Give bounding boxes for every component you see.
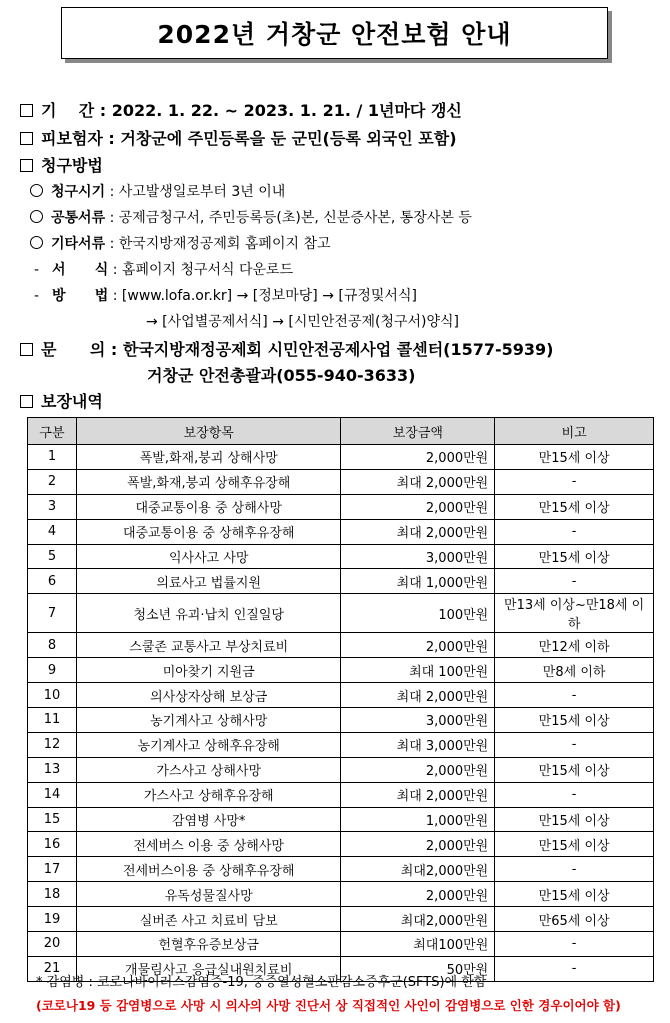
claim-item-value: : 사고발생일로부터 3년 이내	[109, 184, 286, 200]
amount-cell: 최대 100만원	[341, 658, 495, 683]
item-cell: 농기계사고 상해후유장해	[76, 732, 341, 757]
period-value: : 2022. 1. 22. ~ 2023. 1. 21. / 1년마다 갱신	[99, 101, 462, 120]
coverage-heading: 보장내역	[20, 389, 103, 412]
row-number-cell: 21	[28, 956, 77, 981]
row-number-cell: 3	[28, 494, 77, 519]
claim-item-label: 기타서류	[51, 236, 106, 252]
claim-item-value: : 공제금청구서, 주민등록등(초)본, 신분증사본, 통장사본 등	[109, 210, 472, 226]
claim-item-label: 공통서류	[51, 210, 106, 226]
claim-item-label: 청구시기	[51, 184, 106, 200]
table-row	[28, 494, 654, 519]
note-cell: -	[495, 732, 654, 757]
table-row	[28, 544, 654, 569]
amount-cell: 50만원	[341, 956, 495, 981]
method-line-2: → [사업별공제서식] → [시민안전공제(청구서)양식]	[146, 314, 460, 330]
note-cell: -	[495, 469, 654, 494]
table-row	[28, 782, 654, 807]
note-cell: 만13세 이상~만18세 이하	[495, 594, 654, 633]
footnote: * 감염병 : 코로나바이러스감염증-19, 중증열성혈소판감소증후군(SFTS)에 한함	[36, 975, 487, 990]
note-cell: 만8세 이하	[495, 658, 654, 683]
checkbox-icon	[20, 104, 33, 117]
checkbox-icon	[20, 343, 33, 356]
note-cell: 만15세 이상	[495, 757, 654, 782]
item-cell: 청소년 유괴·납치 인질일당	[76, 594, 341, 633]
note-cell: -	[495, 782, 654, 807]
table-row	[28, 857, 654, 882]
table-row	[28, 907, 654, 932]
amount-cell: 최대100만원	[341, 932, 495, 957]
table-row	[28, 882, 654, 907]
claim-item	[30, 207, 472, 227]
note-cell: -	[495, 956, 654, 981]
title-box	[61, 7, 608, 59]
item-cell: 폭발,화재,붕괴 상해사망	[76, 445, 341, 470]
inquiry-line-2: 거창군 안전총괄과(055-940-3633)	[147, 366, 416, 385]
table-row	[28, 832, 654, 857]
dash-bullet: -	[34, 262, 40, 278]
note-cell: 만65세 이상	[495, 907, 654, 932]
item-cell: 전세버스이용 중 상해후유장해	[76, 857, 341, 882]
amount-cell: 2,000만원	[341, 633, 495, 658]
row-number-cell: 9	[28, 658, 77, 683]
table-row	[28, 633, 654, 658]
row-number-cell: 8	[28, 633, 77, 658]
note-cell: -	[495, 932, 654, 957]
note-cell: 만15세 이상	[495, 832, 654, 857]
table-row	[28, 708, 654, 733]
table-row	[28, 469, 654, 494]
amount-cell: 최대 2,000만원	[341, 469, 495, 494]
column-header: 비고	[495, 418, 654, 445]
table-row	[28, 732, 654, 757]
note-cell: 만15세 이상	[495, 807, 654, 832]
item-cell: 헌혈후유증보상금	[76, 932, 341, 957]
item-cell: 감염병 사망*	[76, 807, 341, 832]
claim-item	[30, 181, 285, 201]
item-cell: 유독성물질사망	[76, 882, 341, 907]
amount-cell: 2,000만원	[341, 832, 495, 857]
item-cell: 실버존 사고 치료비 담보	[76, 907, 341, 932]
note-cell: -	[495, 857, 654, 882]
warning-note: (코로나19 등 감염병으로 사망 시 의사의 사망 진단서 상 직접적인 사인이 감염병으로 인한 경우이어야 함)	[36, 998, 621, 1013]
row-number-cell: 16	[28, 832, 77, 857]
table-row	[28, 445, 654, 470]
period-line	[20, 98, 462, 121]
item-cell: 가스사고 상해사망	[76, 757, 341, 782]
item-cell: 미아찾기 지원금	[76, 658, 341, 683]
inquiry-line	[20, 337, 553, 360]
row-number-cell: 11	[28, 708, 77, 733]
inquiry-label: 문 의	[41, 340, 106, 359]
table-row	[28, 519, 654, 544]
amount-cell: 100만원	[341, 594, 495, 633]
row-number-cell: 19	[28, 907, 77, 932]
item-cell: 가스사고 상해후유장해	[76, 782, 341, 807]
note-cell: 만15세 이상	[495, 544, 654, 569]
note-cell: -	[495, 683, 654, 708]
row-number-cell: 2	[28, 469, 77, 494]
row-number-cell: 4	[28, 519, 77, 544]
amount-cell: 2,000만원	[341, 757, 495, 782]
insured-line	[20, 126, 457, 149]
circle-bullet-icon	[30, 210, 43, 223]
coverage-table	[27, 417, 654, 982]
row-number-cell: 6	[28, 569, 77, 594]
table-row	[28, 807, 654, 832]
form-line	[34, 259, 293, 279]
item-cell: 의사상자상해 보상금	[76, 683, 341, 708]
row-number-cell: 5	[28, 544, 77, 569]
column-header: 보장항목	[76, 418, 341, 445]
item-cell: 전세버스 이용 중 상해사망	[76, 832, 341, 857]
amount-cell: 최대 2,000만원	[341, 782, 495, 807]
method-line	[34, 285, 417, 305]
item-cell: 대중교통이용 중 상해후유장해	[76, 519, 341, 544]
period-label: 기 간	[41, 101, 95, 120]
circle-bullet-icon	[30, 236, 43, 249]
item-cell: 개물림사고 응급실내원치료비	[76, 956, 341, 981]
table-row	[28, 594, 654, 633]
row-number-cell: 12	[28, 732, 77, 757]
claim-item-value: : 한국지방재정공제회 홈페이지 참고	[109, 236, 331, 252]
dash-bullet: -	[34, 288, 40, 304]
method-value: : [www.lofa.or.kr] → [정보마당] → [규정및서식]	[112, 288, 417, 304]
page-title: 2022년 거창군 안전보험 안내	[157, 20, 512, 49]
note-cell: 만15세 이상	[495, 494, 654, 519]
note-cell: 만12세 이하	[495, 633, 654, 658]
item-cell: 폭발,화재,붕괴 상해후유장해	[76, 469, 341, 494]
checkbox-icon	[20, 159, 33, 172]
note-cell: -	[495, 519, 654, 544]
item-cell: 대중교통이용 중 상해사망	[76, 494, 341, 519]
row-number-cell: 1	[28, 445, 77, 470]
amount-cell: 3,000만원	[341, 708, 495, 733]
claim-heading: 청구방법	[20, 153, 103, 176]
amount-cell: 3,000만원	[341, 544, 495, 569]
method-label: 방 법	[52, 288, 109, 304]
item-cell: 익사사고 사망	[76, 544, 341, 569]
circle-bullet-icon	[30, 184, 43, 197]
row-number-cell: 18	[28, 882, 77, 907]
amount-cell: 최대 2,000만원	[341, 519, 495, 544]
amount-cell: 최대2,000만원	[341, 857, 495, 882]
row-number-cell: 13	[28, 757, 77, 782]
note-cell: -	[495, 569, 654, 594]
inquiry-value: : 한국지방재정공제회 시민안전공제사업 콜센터(1577-5939)	[110, 340, 554, 359]
checkbox-icon	[20, 395, 33, 408]
insured-label: 피보험자	[41, 129, 103, 148]
amount-cell: 최대 2,000만원	[341, 683, 495, 708]
claim-item	[30, 233, 331, 253]
table-header-row	[28, 418, 654, 445]
column-header: 구분	[28, 418, 77, 445]
row-number-cell: 20	[28, 932, 77, 957]
row-number-cell: 17	[28, 857, 77, 882]
amount-cell: 2,000만원	[341, 494, 495, 519]
amount-cell: 2,000만원	[341, 882, 495, 907]
column-header: 보장금액	[341, 418, 495, 445]
note-cell: 만15세 이상	[495, 882, 654, 907]
table-row	[28, 658, 654, 683]
note-cell: 만15세 이상	[495, 445, 654, 470]
table-row	[28, 683, 654, 708]
amount-cell: 최대 3,000만원	[341, 732, 495, 757]
form-value: : 홈페이지 청구서식 다운로드	[112, 262, 294, 278]
amount-cell: 1,000만원	[341, 807, 495, 832]
item-cell: 농기계사고 상해사망	[76, 708, 341, 733]
table-row	[28, 569, 654, 594]
table-row	[28, 757, 654, 782]
item-cell: 스쿨존 교통사고 부상치료비	[76, 633, 341, 658]
row-number-cell: 15	[28, 807, 77, 832]
checkbox-icon	[20, 132, 33, 145]
amount-cell: 최대2,000만원	[341, 907, 495, 932]
item-cell: 의료사고 법률지원	[76, 569, 341, 594]
row-number-cell: 7	[28, 594, 77, 633]
note-cell: 만15세 이상	[495, 708, 654, 733]
row-number-cell: 10	[28, 683, 77, 708]
amount-cell: 2,000만원	[341, 445, 495, 470]
amount-cell: 최대 1,000만원	[341, 569, 495, 594]
row-number-cell: 14	[28, 782, 77, 807]
insured-value: : 거창군에 주민등록을 둔 군민(등록 외국인 포함)	[108, 129, 457, 148]
form-label: 서 식	[52, 262, 109, 278]
table-row	[28, 932, 654, 957]
